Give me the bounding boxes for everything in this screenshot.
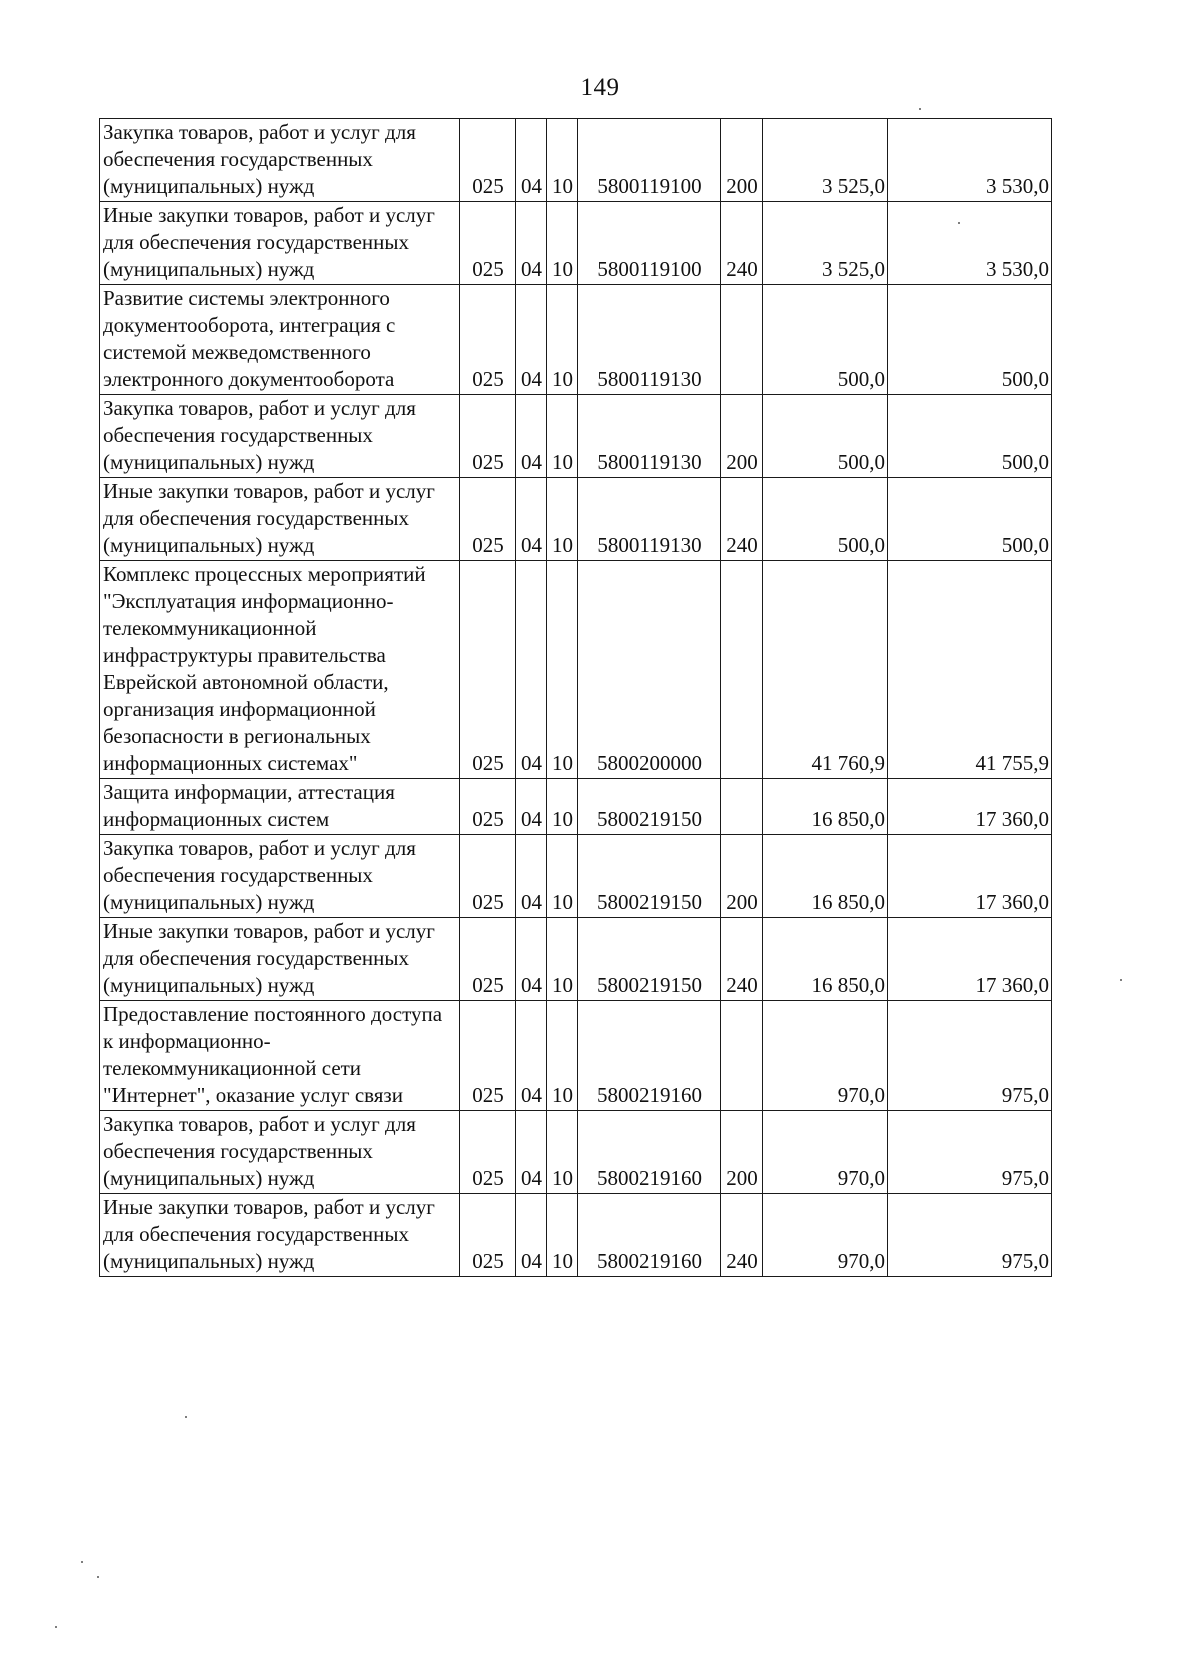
cell-rz: 04 [516,779,547,835]
scan-speck [185,1416,187,1418]
table-row [100,1111,1052,1194]
row-name: Иные закупки товаров, работ и услуг для обеспечения государственных (муниципальных) нужд [100,918,460,1001]
cell-sum1: 500,0 [763,478,888,561]
page-number: 149 [580,74,620,101]
cell-csr: 5800219160 [578,1001,721,1111]
cell-csr: 5800119130 [578,285,721,395]
cell-csr: 5800219150 [578,835,721,918]
cell-gr: 025 [460,1001,516,1111]
cell-sum2: 3 530,0 [888,202,1052,285]
scan-speck [919,108,921,110]
cell-sum2: 17 360,0 [888,918,1052,1001]
cell-sum1: 970,0 [763,1001,888,1111]
budget-table [99,118,1052,1277]
cell-rz: 04 [516,285,547,395]
cell-sum1: 970,0 [763,1111,888,1194]
cell-pr: 10 [547,918,578,1001]
row-name: Комплекс процессных мероприятий "Эксплуатация информационно-телекоммуникационной инфраструктуры правительства Еврейской автономной области, организация информационной безопасности в региональных информационных системах" [100,561,460,779]
cell-vr: 240 [721,202,763,285]
cell-csr: 5800119130 [578,478,721,561]
cell-vr: 240 [721,918,763,1001]
row-name: Иные закупки товаров, работ и услуг для обеспечения государственных (муниципальных) нужд [100,202,460,285]
row-name: Закупка товаров, работ и услуг для обеспечения государственных (муниципальных) нужд [100,835,460,918]
cell-sum1: 16 850,0 [763,835,888,918]
cell-vr: 240 [721,478,763,561]
cell-csr: 5800219150 [578,918,721,1001]
table-row [100,835,1052,918]
table-row [100,285,1052,395]
cell-sum2: 17 360,0 [888,835,1052,918]
cell-gr: 025 [460,779,516,835]
cell-gr: 025 [460,478,516,561]
cell-vr [721,779,763,835]
cell-csr: 5800200000 [578,561,721,779]
scan-speck [958,222,960,224]
cell-sum2: 3 530,0 [888,119,1052,202]
cell-gr: 025 [460,561,516,779]
table-row [100,478,1052,561]
cell-rz: 04 [516,561,547,779]
cell-rz: 04 [516,395,547,478]
scan-speck [1120,979,1122,981]
cell-pr: 10 [547,478,578,561]
cell-sum2: 41 755,9 [888,561,1052,779]
cell-pr: 10 [547,1111,578,1194]
cell-rz: 04 [516,478,547,561]
cell-gr: 025 [460,1194,516,1277]
cell-pr: 10 [547,561,578,779]
cell-sum2: 17 360,0 [888,779,1052,835]
cell-vr [721,561,763,779]
cell-pr: 10 [547,1194,578,1277]
cell-rz: 04 [516,1194,547,1277]
cell-csr: 5800219160 [578,1194,721,1277]
cell-csr: 5800119100 [578,119,721,202]
cell-sum2: 975,0 [888,1001,1052,1111]
cell-gr: 025 [460,1111,516,1194]
cell-gr: 025 [460,835,516,918]
cell-pr: 10 [547,202,578,285]
cell-csr: 5800119130 [578,395,721,478]
cell-sum1: 16 850,0 [763,779,888,835]
cell-vr [721,285,763,395]
cell-pr: 10 [547,119,578,202]
cell-sum1: 500,0 [763,285,888,395]
cell-csr: 5800219160 [578,1111,721,1194]
row-name: Иные закупки товаров, работ и услуг для обеспечения государственных (муниципальных) нужд [100,478,460,561]
cell-rz: 04 [516,1111,547,1194]
cell-csr: 5800219150 [578,779,721,835]
cell-gr: 025 [460,918,516,1001]
table-row [100,202,1052,285]
scan-speck [81,1561,83,1563]
row-name: Иные закупки товаров, работ и услуг для обеспечения государственных (муниципальных) нужд [100,1194,460,1277]
cell-gr: 025 [460,285,516,395]
cell-vr [721,1001,763,1111]
cell-sum1: 500,0 [763,395,888,478]
cell-sum1: 970,0 [763,1194,888,1277]
scan-speck [55,1626,57,1628]
cell-pr: 10 [547,779,578,835]
cell-sum1: 16 850,0 [763,918,888,1001]
cell-pr: 10 [547,1001,578,1111]
table-row [100,779,1052,835]
cell-rz: 04 [516,119,547,202]
cell-pr: 10 [547,395,578,478]
cell-sum2: 500,0 [888,285,1052,395]
cell-sum2: 975,0 [888,1194,1052,1277]
cell-rz: 04 [516,1001,547,1111]
cell-rz: 04 [516,835,547,918]
cell-pr: 10 [547,285,578,395]
cell-sum1: 41 760,9 [763,561,888,779]
cell-gr: 025 [460,395,516,478]
cell-sum2: 500,0 [888,395,1052,478]
row-name: Закупка товаров, работ и услуг для обеспечения государственных (муниципальных) нужд [100,119,460,202]
table-row [100,918,1052,1001]
cell-sum1: 3 525,0 [763,119,888,202]
row-name: Закупка товаров, работ и услуг для обеспечения государственных (муниципальных) нужд [100,395,460,478]
cell-vr: 200 [721,1111,763,1194]
cell-vr: 200 [721,835,763,918]
cell-sum2: 500,0 [888,478,1052,561]
table-row [100,119,1052,202]
cell-rz: 04 [516,918,547,1001]
row-name: Предоставление постоянного доступа к информационно-телекоммуникационной сети "Интернет", оказание услуг связи [100,1001,460,1111]
cell-vr: 240 [721,1194,763,1277]
cell-vr: 200 [721,119,763,202]
table-row [100,395,1052,478]
table-row [100,561,1052,779]
cell-csr: 5800119100 [578,202,721,285]
cell-gr: 025 [460,119,516,202]
cell-pr: 10 [547,835,578,918]
cell-gr: 025 [460,202,516,285]
cell-rz: 04 [516,202,547,285]
cell-vr: 200 [721,395,763,478]
table-row [100,1194,1052,1277]
row-name: Защита информации, аттестация информационных систем [100,779,460,835]
row-name: Развитие системы электронного документооборота, интеграция с системой межведомственного электронного документооборота [100,285,460,395]
cell-sum1: 3 525,0 [763,202,888,285]
table-row [100,1001,1052,1111]
cell-sum2: 975,0 [888,1111,1052,1194]
scan-speck [97,1576,99,1578]
row-name: Закупка товаров, работ и услуг для обеспечения государственных (муниципальных) нужд [100,1111,460,1194]
